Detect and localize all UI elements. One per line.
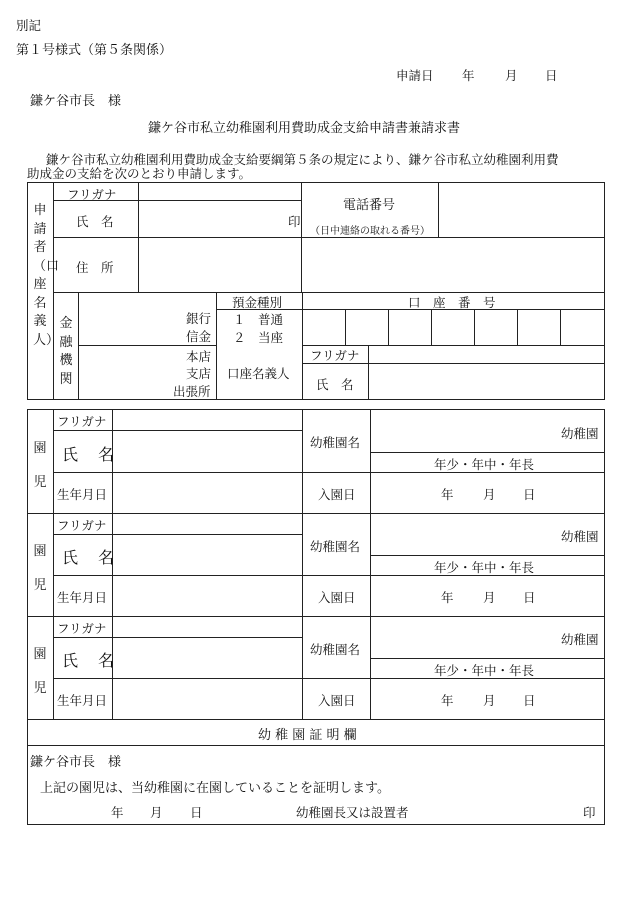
- child-furigana-label: フリガナ: [57, 414, 107, 429]
- kindergarten-suffix: 幼稚園: [561, 632, 599, 647]
- date-year-label: 年: [462, 68, 475, 83]
- account-digit-input[interactable]: [305, 313, 342, 341]
- kindergarten-name-input[interactable]: [374, 626, 554, 652]
- child-birthdate-input[interactable]: [116, 478, 298, 508]
- intro-text-line1: 鎌ケ谷市私立幼稚園利用費助成金支給要綱第５条の規定により、鎌ケ谷市私立幼稚園利用費: [46, 152, 559, 167]
- child-name-input[interactable]: [116, 539, 298, 571]
- applicant-furigana-input[interactable]: [142, 185, 297, 199]
- form-number: 第１号様式（第５条関係）: [16, 43, 173, 58]
- grade-options[interactable]: 年少・年中・年長: [434, 663, 535, 678]
- deposit-checking-option[interactable]: ２ 当座: [233, 330, 284, 345]
- child-name-input[interactable]: [116, 642, 298, 674]
- account-digit-input[interactable]: [520, 313, 557, 341]
- kindergarten-name-input[interactable]: [374, 523, 554, 549]
- certificate-heading: 幼 稚 園 証 明 欄: [258, 728, 357, 743]
- entry-date-label: 入園日: [318, 693, 356, 708]
- child-label: 園児: [33, 441, 47, 490]
- credit-union-label[interactable]: 信金: [186, 329, 212, 344]
- holder-name-label: 氏 名: [316, 377, 354, 392]
- child-furigana-label: フリガナ: [57, 621, 107, 636]
- entry-month-label: 月: [483, 590, 496, 605]
- child-name-label: 氏 名: [62, 445, 117, 464]
- child-birthdate-input[interactable]: [116, 684, 298, 714]
- entry-day-label: 日: [523, 487, 536, 502]
- grade-options[interactable]: 年少・年中・年長: [434, 457, 535, 472]
- applicant-name-label: 氏 名: [76, 214, 114, 229]
- phone-input[interactable]: [442, 195, 600, 225]
- kindergarten-name-label: 幼稚園名: [310, 435, 361, 450]
- application-date-label: 申請日: [396, 68, 434, 83]
- entry-day-label: 日: [523, 693, 536, 708]
- entry-day-label: 日: [523, 590, 536, 605]
- certificate-year-label: 年: [111, 805, 124, 820]
- date-day-label: 日: [545, 68, 558, 83]
- applicant-furigana-label: フリガナ: [67, 187, 117, 202]
- child-label: 園児: [33, 544, 47, 593]
- deposit-ordinary-option[interactable]: １ 普通: [233, 312, 284, 327]
- child-birthdate-input[interactable]: [116, 581, 298, 611]
- sub-branch-label[interactable]: 出張所: [173, 384, 211, 399]
- child-birthdate-label: 生年月日: [57, 487, 108, 502]
- date-month-label: 月: [505, 68, 518, 83]
- child-name-label: 氏 名: [62, 651, 117, 670]
- account-digit-input[interactable]: [563, 313, 601, 341]
- certificate-signer-input[interactable]: [425, 800, 575, 818]
- child-birthdate-label: 生年月日: [57, 693, 108, 708]
- annex-label: 別記: [16, 18, 42, 33]
- account-digit-input[interactable]: [391, 313, 428, 341]
- certificate-seal-mark: 印: [583, 805, 596, 820]
- head-office-label[interactable]: 本店: [186, 349, 212, 364]
- phone-label: 電話番号: [343, 198, 396, 213]
- intro-text-line2: 助成金の支給を次のとおり申請します。: [27, 166, 252, 181]
- entry-date-label: 入園日: [318, 487, 356, 502]
- child-name-input[interactable]: [116, 436, 298, 468]
- kindergarten-suffix: 幼稚園: [561, 426, 599, 441]
- child-furigana-input[interactable]: [116, 516, 298, 531]
- entry-year-label: 年: [441, 693, 454, 708]
- addressee: 鎌ケ谷市長 様: [30, 94, 122, 109]
- certificate-addressee: 鎌ケ谷市長 様: [30, 755, 122, 770]
- entry-month-label: 月: [483, 487, 496, 502]
- holder-name-input[interactable]: [372, 367, 600, 397]
- applicant-section-label: 申請者（口座名義人）: [33, 203, 60, 348]
- account-digit-input[interactable]: [434, 313, 471, 341]
- account-number-label: 口 座 番 号: [408, 295, 496, 310]
- holder-furigana-label: フリガナ: [310, 348, 360, 363]
- applicant-seal-mark: 印: [288, 214, 301, 229]
- address-input[interactable]: [142, 245, 600, 285]
- account-digit-input[interactable]: [348, 313, 385, 341]
- kindergarten-name-label: 幼稚園名: [310, 642, 361, 657]
- holder-furigana-input[interactable]: [372, 347, 600, 361]
- entry-date-label: 入園日: [318, 590, 356, 605]
- child-furigana-input[interactable]: [116, 412, 298, 427]
- account-digit-input[interactable]: [477, 313, 514, 341]
- deposit-type-label: 預金種別: [232, 295, 283, 310]
- bank-name-input[interactable]: [82, 302, 182, 340]
- form-title: 鎌ケ谷市私立幼稚園利用費助成金支給申請書兼請求書: [148, 121, 461, 136]
- child-name-label: 氏 名: [62, 548, 117, 567]
- entry-month-label: 月: [483, 693, 496, 708]
- branch-label[interactable]: 支店: [186, 366, 212, 381]
- kindergarten-suffix: 幼稚園: [561, 529, 599, 544]
- phone-note: （日中連絡の取れる番号）: [310, 226, 430, 237]
- certificate-month-label: 月: [150, 805, 163, 820]
- kindergarten-name-input[interactable]: [374, 420, 554, 446]
- certificate-statement: 上記の園児は、当幼稚園に在園していることを証明します。: [40, 781, 390, 796]
- account-holder-label: 口座名義人: [227, 366, 290, 381]
- child-furigana-label: フリガナ: [57, 518, 107, 533]
- certificate-signer-label: 幼稚園長又は設置者: [296, 805, 409, 820]
- bank-label[interactable]: 銀行: [186, 311, 212, 326]
- child-furigana-input[interactable]: [116, 619, 298, 634]
- child-birthdate-label: 生年月日: [57, 590, 108, 605]
- address-label: 住 所: [76, 260, 114, 275]
- certificate-day-label: 日: [190, 805, 203, 820]
- kindergarten-name-label: 幼稚園名: [310, 539, 361, 554]
- applicant-name-input[interactable]: [142, 205, 282, 233]
- grade-options[interactable]: 年少・年中・年長: [434, 560, 535, 575]
- child-label: 園児: [33, 647, 47, 696]
- bank-section-label: 金融機関: [59, 316, 73, 387]
- branch-name-input[interactable]: [82, 352, 172, 392]
- entry-year-label: 年: [441, 590, 454, 605]
- entry-year-label: 年: [441, 487, 454, 502]
